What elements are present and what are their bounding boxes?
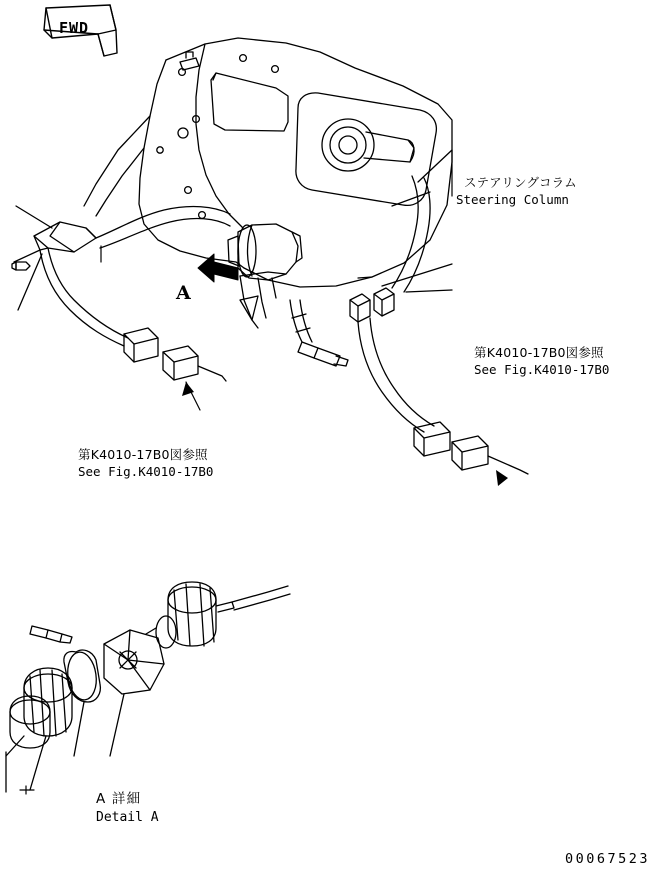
combination-switch-body [228,224,302,328]
detail-a-exploded-view [6,582,290,792]
ref-left-label-jp: 第K4010-17B0図参照 [78,447,208,462]
ref-right-label-jp: 第K4010-17B0図参照 [474,345,604,360]
wire-harness-center [290,300,348,366]
detail-tick-marks [20,786,34,794]
detail-a-label-en: Detail A [96,810,159,825]
fwd-marker-label: FWD [59,19,90,37]
ref-left-label-en: See Fig.K4010-17B0 [78,464,214,479]
leader-arrowheads [182,382,508,486]
detail-a-label-jp: A 詳細 [96,791,142,807]
detail-a-arrow [198,254,238,282]
steering-column-housing [84,38,452,287]
steering-column-label-jp: ステアリングコラム [464,175,577,190]
detail-a-callout: A [176,282,191,304]
drawing-number: 00067523 [565,851,651,867]
ref-right-label-en: See Fig.K4010-17B0 [474,362,610,377]
steering-column-label-en: Steering Column [456,192,569,207]
wire-harness-left [12,206,230,381]
